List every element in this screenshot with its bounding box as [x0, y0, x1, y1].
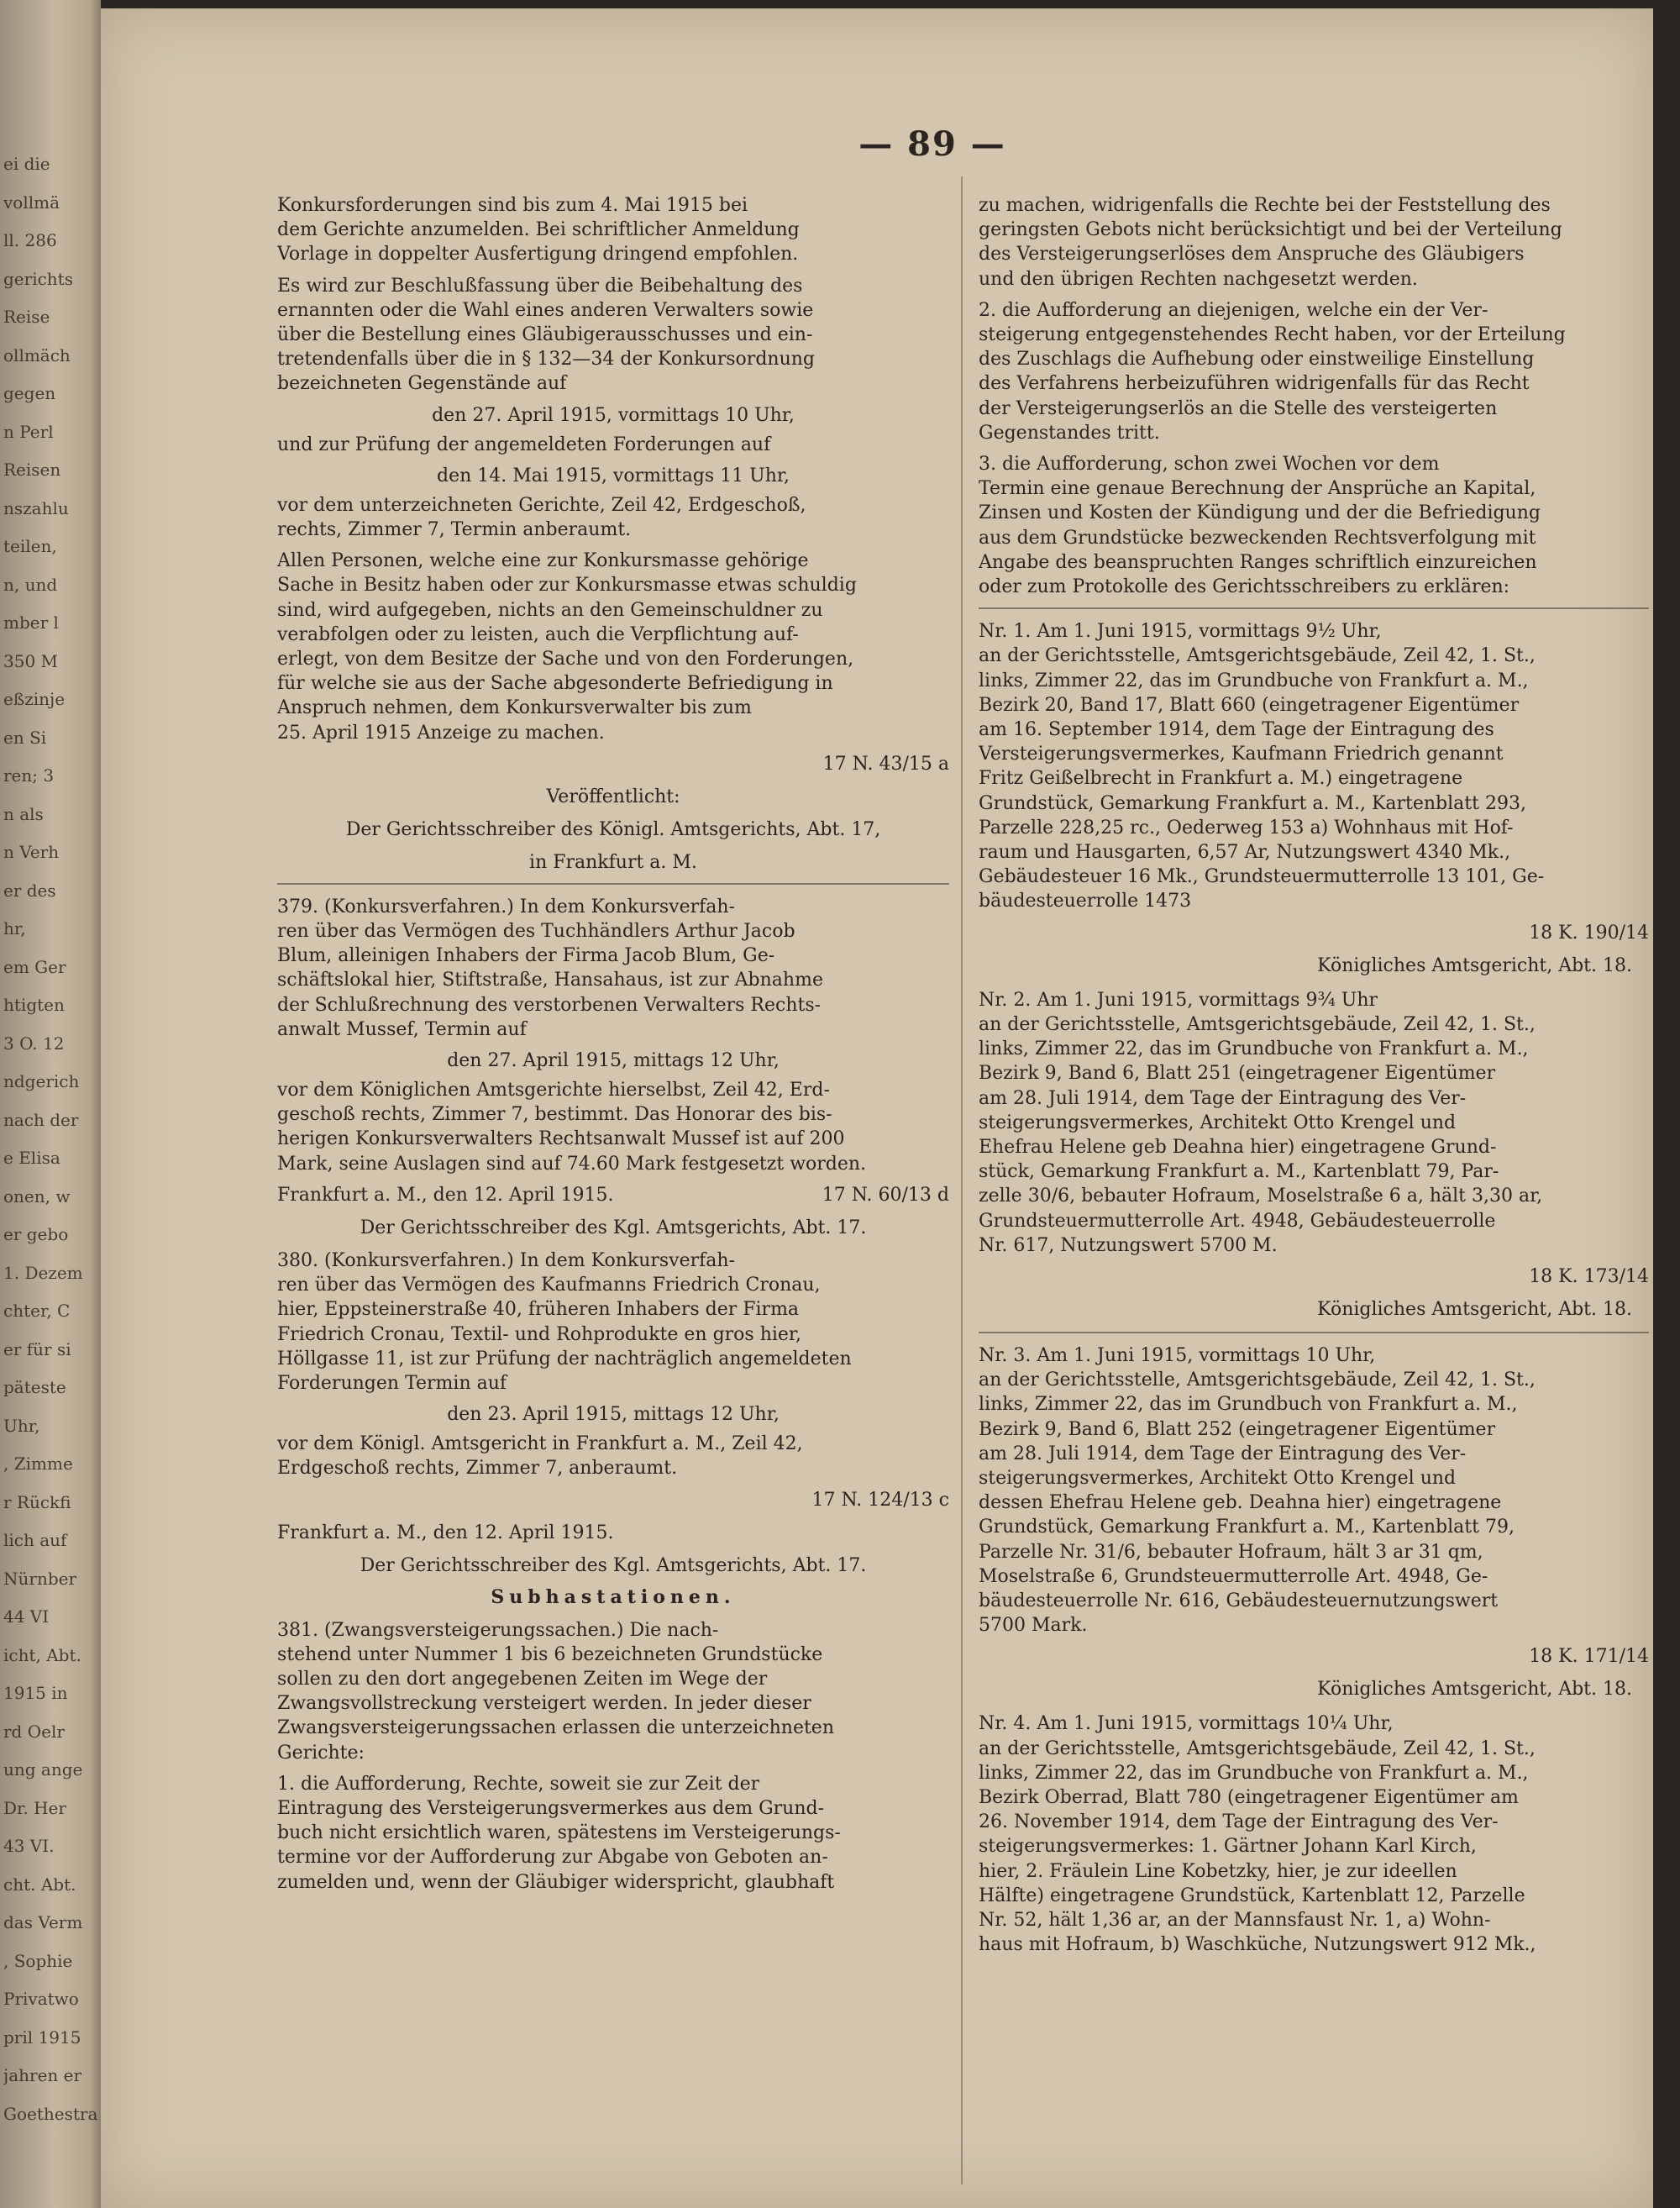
text-line: geschoß rechts, Zimmer 7, bestimmt. Das Honorar des bis- — [277, 1104, 832, 1126]
text-line: rechts, Zimmer 7, Termin anberaumt. — [277, 519, 632, 541]
text-line: Allen Personen, welche eine zur Konkursmasse gehörige — [277, 550, 809, 572]
edge-text-fragment: er des — [3, 880, 56, 901]
notice-380-reference: 17 N. 124/13 c — [811, 1489, 949, 1511]
text-line: termine vor der Aufforderung zur Abgabe von Geboten an- — [277, 1847, 828, 1869]
text-line: erlegt, von dem Besitze der Sache und von den Forderungen, — [277, 649, 854, 670]
text-line: über die Bestellung eines Gläubigerausschusses und ein- — [277, 324, 813, 346]
text-line: steigerungsvermerkes: 1. Gärtner Johann Karl Kirch, — [979, 1836, 1477, 1858]
text-line: buch nicht ersichtlich waren, spätestens im Versteigerungs- — [277, 1822, 841, 1844]
edge-text-fragment: Goethestra — [3, 2103, 98, 2124]
text-line: ernannten oder die Wahl eines anderen Verwalters sowie — [277, 299, 814, 321]
edge-text-fragment: 3 O. 12 — [3, 1033, 65, 1054]
property-nr-3 — [979, 1343, 1649, 1638]
edge-text-fragment: rd Oelr — [3, 1721, 65, 1742]
edge-text-fragment: Reisen — [3, 460, 61, 480]
point-2 — [979, 298, 1649, 445]
text-line: an der Gerichtsstelle, Amtsgerichtsgebäude, Zeil 42, 1. St., — [979, 1369, 1536, 1391]
edge-text-fragment: , Sophie — [3, 1950, 73, 1971]
text-line: am 28. Juli 1914, dem Tage der Eintragung des Ver- — [979, 1087, 1467, 1109]
text-line: bäudesteuerrolle 1473 — [979, 891, 1192, 912]
text-line: Blum, alleinigen Inhabers der Firma Jacob Blum, Ge- — [277, 945, 775, 967]
edge-text-fragment: pril 1915 — [3, 2027, 81, 2048]
text-line: Versteigerungsvermerkes, Kaufmann Friedrich genannt — [979, 744, 1504, 765]
text-line: des Versteigerungserlöses dem Anspruche des Gläubigers — [979, 244, 1525, 265]
meeting-date: den 27. April 1915, vormittags 10 Uhr, — [432, 404, 795, 426]
property-nr-4 — [979, 1711, 1649, 1957]
text-line: Bezirk 9, Band 6, Blatt 252 (eingetragener Eigentümer — [979, 1418, 1496, 1440]
text-line: vor dem Königlichen Amtsgerichte hierselbst, Zeil 42, Erd- — [277, 1080, 830, 1101]
edge-text-fragment: n Verh — [3, 842, 60, 862]
text-line: Parzelle Nr. 31/6, bebauter Hofraum, hält 3 ar 31 qm, — [979, 1541, 1483, 1563]
text-line: zelle 30/6, bebauter Hofraum, Moselstraße 6 a, hält 3,30 ar, — [979, 1185, 1543, 1207]
text-line: bezeichneten Gegenstände auf — [277, 373, 567, 395]
text-line: haus mit Hofraum, b) Waschküche, Nutzungswert 912 Mk., — [979, 1934, 1536, 1956]
text-line: Nr. 52, hält 1,36 ar, an der Mannsfaust Nr. 1, a) Wohn- — [979, 1909, 1491, 1931]
text-line: und den übrigen Rechten nachgesetzt werden. — [979, 268, 1418, 290]
text-line: Nr. 617, Nutzungswert 5700 M. — [979, 1234, 1278, 1256]
text-line: Vorlage in doppelter Ausfertigung dringend empfohlen. — [277, 244, 799, 265]
edge-text-fragment: Dr. Her — [3, 1797, 66, 1818]
edge-text-fragment: icht, Abt. — [3, 1644, 81, 1665]
text-line: herigen Konkursverwalters Rechtsanwalt Mussef ist auf 200 — [277, 1128, 845, 1150]
edge-text-fragment: nszahlu — [3, 497, 69, 518]
property-nr-1-reference-line — [979, 921, 1649, 945]
edge-text-fragment: onen, w — [3, 1185, 71, 1207]
text-line: des Zuschlags die Aufhebung oder einstweilige Einstellung — [979, 349, 1535, 371]
notice-380-place: Frankfurt a. M., den 12. April 1915. — [277, 1522, 614, 1543]
text-line: am 16. September 1914, dem Tage der Eintragung des — [979, 719, 1494, 741]
text-line: links, Zimmer 22, das im Grundbuche von Frankfurt a. M., — [979, 670, 1529, 691]
edge-text-fragment: jahren er — [3, 2065, 82, 2085]
edge-text-fragment: 1915 in — [3, 1683, 68, 1703]
text-line: Angabe des beanspruchten Ranges schriftlich einzureichen — [979, 551, 1537, 573]
text-line: Bezirk Oberrad, Blatt 780 (eingetragener Eigentümer am — [979, 1786, 1519, 1808]
property-nr-1 — [979, 619, 1649, 913]
text-line: der Versteigerungserlös an die Stelle des versteigerten — [979, 397, 1498, 419]
text-line: 381. (Zwangsversteigerungssachen.) Die nach- — [277, 1619, 719, 1641]
text-line: Moselstraße 6, Grundsteuermutterrolle Art. 4948, Ge- — [979, 1565, 1488, 1587]
text-line: anwalt Mussef, Termin auf — [277, 1018, 527, 1040]
text-line: sind, wird aufgegeben, nichts an den Gemeinschuldner zu — [277, 599, 823, 621]
text-line: Nr. 4. Am 1. Juni 1915, vormittags 10¼ Uhr, — [979, 1713, 1394, 1735]
edge-text-fragment: ung ange — [3, 1759, 83, 1780]
text-line: Nr. 3. Am 1. Juni 1915, vormittags 10 Uhr, — [979, 1344, 1376, 1366]
text-line: für welche sie aus der Sache abgesonderte Befriedigung in — [277, 673, 833, 695]
edge-text-fragment: 1. Dezem — [3, 1262, 83, 1283]
text-line: Nr. 1. Am 1. Juni 1915, vormittags 9½ Uhr, — [979, 621, 1382, 643]
text-line: Bezirk 9, Band 6, Blatt 251 (eingetragener Eigentümer — [979, 1063, 1496, 1085]
edge-text-fragment: Nürnber — [3, 1568, 77, 1589]
text-line: geringsten Gebots nicht berücksichtigt und bei der Verteilung — [979, 219, 1562, 241]
edge-text-fragment: Privatwo — [3, 1989, 79, 2009]
property-nr-1-reference: 18 K. 190/14 — [1529, 922, 1649, 944]
property-nr-2-reference-line — [979, 1264, 1649, 1289]
property-nr-2-court: Königliches Amtsgericht, Abt. 18. — [1317, 1298, 1632, 1320]
text-line: Konkursforderungen sind bis zum 4. Mai 1915 bei — [277, 195, 748, 216]
notice-379-signature: Der Gerichtsschreiber des Kgl. Amtsgerichts, Abt. 17. — [360, 1217, 867, 1238]
clerk-signature-location: in Frankfurt a. M. — [529, 851, 697, 873]
text-line: ren über das Vermögen des Tuchhändlers Arthur Jacob — [277, 921, 795, 943]
text-line: Gerichte: — [277, 1742, 365, 1764]
text-line: links, Zimmer 22, das im Grundbuche von Frankfurt a. M., — [979, 1762, 1529, 1784]
case-reference-number: 17 N. 43/15 a — [822, 753, 949, 775]
edge-text-fragment: , Zimme — [3, 1454, 73, 1474]
notice-380-body — [277, 1432, 949, 1480]
text-line: 379. (Konkursverfahren.) In dem Konkursverfah- — [277, 896, 735, 917]
text-line: zu machen, widrigenfalls die Rechte bei der Feststellung des — [979, 195, 1551, 216]
text-line: Ehefrau Helene geb Deahna hier) eingetragene Grund- — [979, 1136, 1497, 1158]
edge-text-fragment: n Perl — [3, 421, 54, 442]
text-line: Eintragung des Versteigerungsvermerkes aus dem Grund- — [277, 1797, 825, 1819]
text-line: Anspruch nehmen, dem Konkursverwalter bis zum — [277, 697, 752, 719]
adjacent-page-edge — [0, 0, 101, 2208]
text-line: 25. April 1915 Anzeige zu machen. — [277, 722, 605, 744]
text-line: stück, Gemarkung Frankfurt a. M., Kartenblatt 79, Par- — [979, 1161, 1499, 1183]
text-line: tretendenfalls über die in § 132—34 der Konkursordnung — [277, 349, 815, 371]
text-line: oder zum Protokolle des Gerichtsschreibers zu erklären: — [979, 576, 1510, 598]
edge-text-fragment: r Rückfi — [3, 1491, 71, 1512]
notice-379-reference: 17 N. 60/13 d — [822, 1184, 949, 1206]
text-line: an der Gerichtsstelle, Amtsgerichtsgebäude, Zeil 42, 1. St., — [979, 645, 1536, 667]
edge-text-fragment: er für si — [3, 1338, 71, 1359]
edge-text-fragment: ll. 286 — [3, 230, 57, 250]
text-line: Termin eine genaue Berechnung der Ansprüche an Kapital, — [979, 478, 1536, 500]
text-line: sollen zu den dort angegebenen Zeiten im Wege der — [277, 1668, 768, 1690]
property-nr-3-reference-line — [979, 1644, 1649, 1669]
text-line: Erdgeschoß rechts, Zimmer 7, anberaumt. — [277, 1458, 678, 1480]
text-line: 3. die Aufforderung, schon zwei Wochen vor dem — [979, 454, 1440, 476]
text-line: an der Gerichtsstelle, Amtsgerichtsgebäude, Zeil 42, 1. St., — [979, 1737, 1536, 1759]
newspaper-page — [101, 8, 1653, 2208]
text-line: an der Gerichtsstelle, Amtsgerichtsgebäude, Zeil 42, 1. St., — [979, 1013, 1536, 1035]
text-line: hier, Eppsteinerstraße 40, früheren Inhabers der Firma — [277, 1299, 800, 1321]
right-column — [979, 193, 1649, 1964]
notice-379-place: Frankfurt a. M., den 12. April 1915. 17 N. 60/13 d — [277, 1184, 949, 1206]
edge-text-fragment: er gebo — [3, 1224, 69, 1244]
text-line: Grundstück, Gemarkung Frankfurt a. M., Kartenblatt 293, — [979, 792, 1526, 814]
text-line: bäudesteuerrolle Nr. 616, Gebäudesteuernutzungswert — [979, 1590, 1499, 1611]
edge-text-fragment: das Verm — [3, 1912, 83, 1932]
edge-text-fragment: n als — [3, 803, 44, 824]
text-line: ren über das Vermögen des Kaufmanns Friedrich Cronau, — [277, 1275, 821, 1296]
property-nr-2 — [979, 988, 1649, 1258]
text-line: stehend unter Nummer 1 bis 6 bezeichneten Grundstücke — [277, 1643, 823, 1665]
text-line: 26. November 1914, dem Tage der Eintragung des Ver- — [979, 1811, 1499, 1833]
meeting-notice-paragraph — [277, 274, 949, 397]
text-line: Forderungen Termin auf — [277, 1372, 507, 1394]
text-line: zumelden und, wenn der Gläubiger widerspricht, glaubhaft — [277, 1871, 835, 1893]
text-line: Zwangsvollstreckung versteigert werden. In jeder dieser — [277, 1693, 811, 1715]
text-line: verabfolgen oder zu leisten, auch die Verpflichtung auf- — [277, 623, 799, 645]
notice-380-reference-line — [277, 1488, 949, 1512]
edge-text-fragment: 43 VI. — [3, 1836, 55, 1856]
case-reference — [277, 752, 949, 776]
edge-text-fragment: ren; 3 — [3, 765, 55, 786]
notice-380-date: den 23. April 1915, mittags 12 Uhr, — [447, 1404, 780, 1426]
edge-text-fragment: hr, — [3, 918, 26, 938]
edge-text-fragment: gegen — [3, 383, 56, 403]
property-nr-1-court: Königliches Amtsgericht, Abt. 18. — [1317, 954, 1632, 976]
edge-text-fragment: eßzinje — [3, 689, 66, 709]
examination-paragraph — [277, 433, 949, 457]
edge-text-fragment: en Si — [3, 727, 47, 748]
clerk-signature: Der Gerichtsschreiber des Königl. Amtsgerichts, Abt. 17, — [345, 818, 881, 840]
text-line: der Schlußrechnung des verstorbenen Verwalters Rechts- — [277, 994, 822, 1016]
text-line: Sache in Besitz haben oder zur Konkursmasse etwas schuldig — [277, 575, 857, 597]
text-line: am 28. Juli 1914, dem Tage der Eintragung des Ver- — [979, 1443, 1467, 1464]
point-1-continued — [979, 193, 1649, 292]
venue-paragraph — [277, 493, 949, 542]
left-column — [277, 193, 949, 1901]
text-line: steigerung entgegenstehendes Recht haben, vor der Erteilung — [979, 324, 1566, 346]
text-line: Zinsen und Kosten der Kündigung und der die Befriedigung — [979, 502, 1541, 524]
text-line: links, Zimmer 22, das im Grundbuche von Frankfurt a. M., — [979, 1038, 1529, 1060]
text-line: Es wird zur Beschlußfassung über die Beibehaltung des — [277, 275, 803, 297]
edge-text-fragment: 350 M — [3, 650, 59, 671]
text-line: links, Zimmer 22, das im Grundbuch von Frankfurt a. M., — [979, 1394, 1518, 1416]
edge-text-fragment: päteste — [3, 1377, 66, 1397]
text-line: 5700 Mark. — [979, 1615, 1088, 1637]
text-line: Gebäudesteuer 16 Mk., Grundsteuermutterrolle 13 101, Ge- — [979, 866, 1545, 888]
text-line: steigerungsvermerkes, Architekt Otto Krengel und — [979, 1467, 1457, 1489]
edge-text-fragment: n, und — [3, 574, 58, 595]
edge-text-fragment: mber l — [3, 612, 59, 633]
edge-text-fragment: vollmä — [3, 192, 60, 213]
section-divider — [979, 1332, 1649, 1333]
text-line: steigerungsvermerkes, Architekt Otto Krengel und — [979, 1112, 1457, 1133]
edge-text-fragment: ndgerich — [3, 1071, 80, 1091]
text-line: Höllgasse 11, ist zur Prüfung der nachträglich angemeldeten — [277, 1348, 852, 1369]
edge-text-fragment: Uhr, — [3, 1415, 40, 1436]
property-nr-3-reference: 18 K. 171/14 — [1529, 1646, 1649, 1668]
text-line: Mark, seine Auslagen sind auf 74.60 Mark festgesetzt worden. — [277, 1153, 867, 1175]
published-label: Veröffentlicht: — [546, 786, 680, 807]
text-line: schäftslokal hier, Stiftstraße, Hansahaus, ist zur Abnahme — [277, 970, 823, 991]
text-line: Zwangsversteigerungssachen erlassen die unterzeichneten — [277, 1717, 834, 1739]
notice-381-point-1 — [277, 1772, 949, 1895]
possession-notice-paragraph — [277, 549, 949, 745]
text-line: Grundsteuermutterrolle Art. 4948, Gebäudesteuerrolle — [979, 1210, 1496, 1232]
notice-381 — [277, 1618, 949, 1765]
section-heading-subhastationen: Subhastationen. — [491, 1585, 736, 1608]
text-line: des Verfahrens herbeizuführen widrigenfalls für das Recht — [979, 373, 1530, 395]
edge-text-fragment: chter, C — [3, 1301, 71, 1321]
text-line: 380. (Konkursverfahren.) In dem Konkursverfah- — [277, 1249, 735, 1271]
text-line: Bezirk 20, Band 17, Blatt 660 (eingetragener Eigentümer — [979, 694, 1520, 716]
edge-text-fragment: e Elisa — [3, 1148, 60, 1168]
text-line: 1. die Aufforderung, Rechte, soweit sie zur Zeit der — [277, 1773, 760, 1795]
text-line: Grundstück, Gemarkung Frankfurt a. M., Kartenblatt 79, — [979, 1517, 1515, 1538]
notice-379-body — [277, 1078, 949, 1176]
section-divider — [979, 607, 1649, 609]
page-number: — 89 — — [858, 124, 1006, 164]
text-line: Fritz Geißelbrecht in Frankfurt a. M.) eingetragene — [979, 768, 1463, 790]
text-line: Hälfte) eingetragene Grundstück, Kartenblatt 12, Parzelle — [979, 1885, 1525, 1906]
edge-text-fragment: gerichts — [3, 268, 73, 289]
column-divider — [961, 176, 963, 2184]
text-line: aus dem Grundstücke bezweckenden Rechtsverfolgung mit — [979, 527, 1536, 549]
edge-text-fragment: htigten — [3, 995, 65, 1015]
edge-text-fragment: ollmäch — [3, 344, 71, 365]
section-divider — [277, 883, 949, 885]
text-line: vor dem Königl. Amtsgericht in Frankfurt a. M., Zeil 42, — [277, 1433, 803, 1455]
edge-text-fragment: teilen, — [3, 536, 57, 556]
text-line: dessen Ehefrau Helene geb. Deahna hier) eingetragene — [979, 1492, 1502, 1514]
konkurs-claims-paragraph — [277, 193, 949, 267]
notice-380-signature: Der Gerichtsschreiber des Kgl. Amtsgerichts, Abt. 17. — [360, 1554, 867, 1576]
text-line: dem Gerichte anzumelden. Bei schriftlicher Anmeldung — [277, 219, 800, 241]
edge-text-fragment: cht. Abt. — [3, 1874, 76, 1895]
notice-379-date: den 27. April 1915, mittags 12 Uhr, — [447, 1050, 780, 1072]
examination-date: den 14. Mai 1915, vormittags 11 Uhr, — [437, 465, 790, 486]
text-line: 2. die Aufforderung an diejenigen, welche ein der Ver- — [979, 299, 1488, 321]
text-line: Parzelle 228,25 rc., Oederweg 153 a) Wohnhaus mit Hof- — [979, 817, 1514, 839]
text-line: und zur Prüfung der angemeldeten Forderungen auf — [277, 434, 771, 455]
text-line: Gegenstandes tritt. — [979, 422, 1160, 444]
text-line: Friedrich Cronau, Textil- und Rohprodukte en gros hier, — [277, 1323, 802, 1345]
edge-text-fragment: em Ger — [3, 956, 66, 977]
edge-text-fragment: lich auf — [3, 1530, 67, 1550]
edge-text-fragment: ei die — [3, 154, 50, 174]
edge-text-fragment: 44 VI — [3, 1606, 50, 1627]
notice-380 — [277, 1249, 949, 1396]
property-nr-3-court: Königliches Amtsgericht, Abt. 18. — [1317, 1679, 1632, 1701]
text-line: Nr. 2. Am 1. Juni 1915, vormittags 9¾ Uhr — [979, 989, 1378, 1011]
text-line: raum und Hausgarten, 6,57 Ar, Nutzungswert 4340 Mk., — [979, 842, 1511, 864]
point-3 — [979, 452, 1649, 599]
edge-text-fragment: Reise — [3, 307, 50, 327]
notice-379 — [277, 895, 949, 1042]
property-nr-2-reference: 18 K. 173/14 — [1529, 1265, 1649, 1287]
text-line: vor dem unterzeichneten Gerichte, Zeil 42, Erdgeschoß, — [277, 494, 806, 516]
text-line: hier, 2. Fräulein Line Kobetzky, hier, je zur ideellen — [979, 1860, 1457, 1882]
edge-text-fragment: nach der — [3, 1109, 79, 1130]
